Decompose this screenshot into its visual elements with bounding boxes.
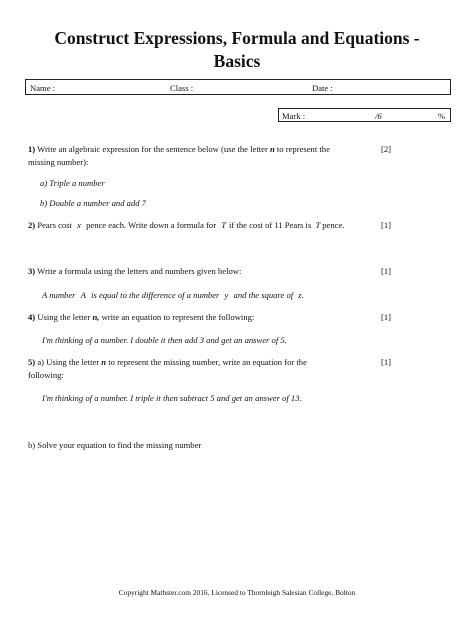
question-4: 4) Using the letter n, write an equation to represent the following: [28, 312, 255, 322]
question-number: 1) [28, 144, 36, 154]
page-title-line-2: Basics [213, 51, 261, 71]
question-5: 5) a) Using the letter n to represent the missing number, write an equation for the following: [28, 357, 307, 380]
mark-label: Mark : [282, 111, 306, 121]
question-number: 3) [28, 266, 36, 276]
letter-n: n [101, 357, 107, 367]
date-field[interactable]: Date : [312, 83, 333, 93]
marks-q2: [1] [380, 220, 391, 230]
variable-T: T [221, 220, 227, 230]
marks-q3: [1] [380, 266, 391, 276]
question-2: 2) Pears cost x pence each. Write down a formula for T if the cost of 11 Pears is T pence. [28, 220, 345, 230]
percent-label: % [437, 111, 445, 121]
question-number: 2) [28, 220, 36, 230]
question-5-statement: I'm thinking of a number. I triple it then subtract 5 and get an answer of 13. [42, 393, 302, 403]
variable-z: z. [298, 290, 304, 300]
question-5b: b) Solve your equation to find the missing number [28, 440, 202, 450]
variable-x: x [77, 220, 81, 230]
marks-q1: [2] [380, 144, 391, 154]
marks-q5: [1] [380, 357, 391, 367]
question-3: 3) Write a formula using the letters and numbers given below: [28, 266, 242, 276]
page-title: Construct Expressions, Formula and Equations - [54, 28, 420, 48]
marks-q4: [1] [380, 312, 391, 322]
class-field[interactable]: Class : [170, 83, 194, 93]
question-number: 5) [28, 357, 36, 367]
variable-y: y [224, 290, 229, 300]
variable-A: A [80, 290, 86, 300]
letter-n: n [269, 144, 275, 154]
mark-total: /6 [375, 111, 382, 121]
letter-n: n, [92, 312, 100, 322]
question-4-statement: I'm thinking of a number. I double it then add 3 and get an answer of 5. [42, 335, 287, 345]
mark-box [278, 108, 451, 122]
copyright-footer: Copyright Mathster.com 2016. Licensed to Thornleigh Salesian College, Bolton [118, 588, 356, 597]
question-3-statement: A number A is equal to the difference of a number y and the square of z. [42, 290, 304, 300]
question-number: 4) [28, 312, 36, 322]
question-1: 1) Write an algebraic expression for the sentence below (use the letter n to represent the missing number): [28, 144, 330, 167]
variable-T: T [315, 220, 321, 230]
question-1b: b) Double a number and add 7 [40, 198, 146, 208]
name-field[interactable]: Name : [30, 83, 56, 93]
question-1a: a) Triple a number [40, 178, 105, 188]
student-info-box [25, 79, 451, 95]
